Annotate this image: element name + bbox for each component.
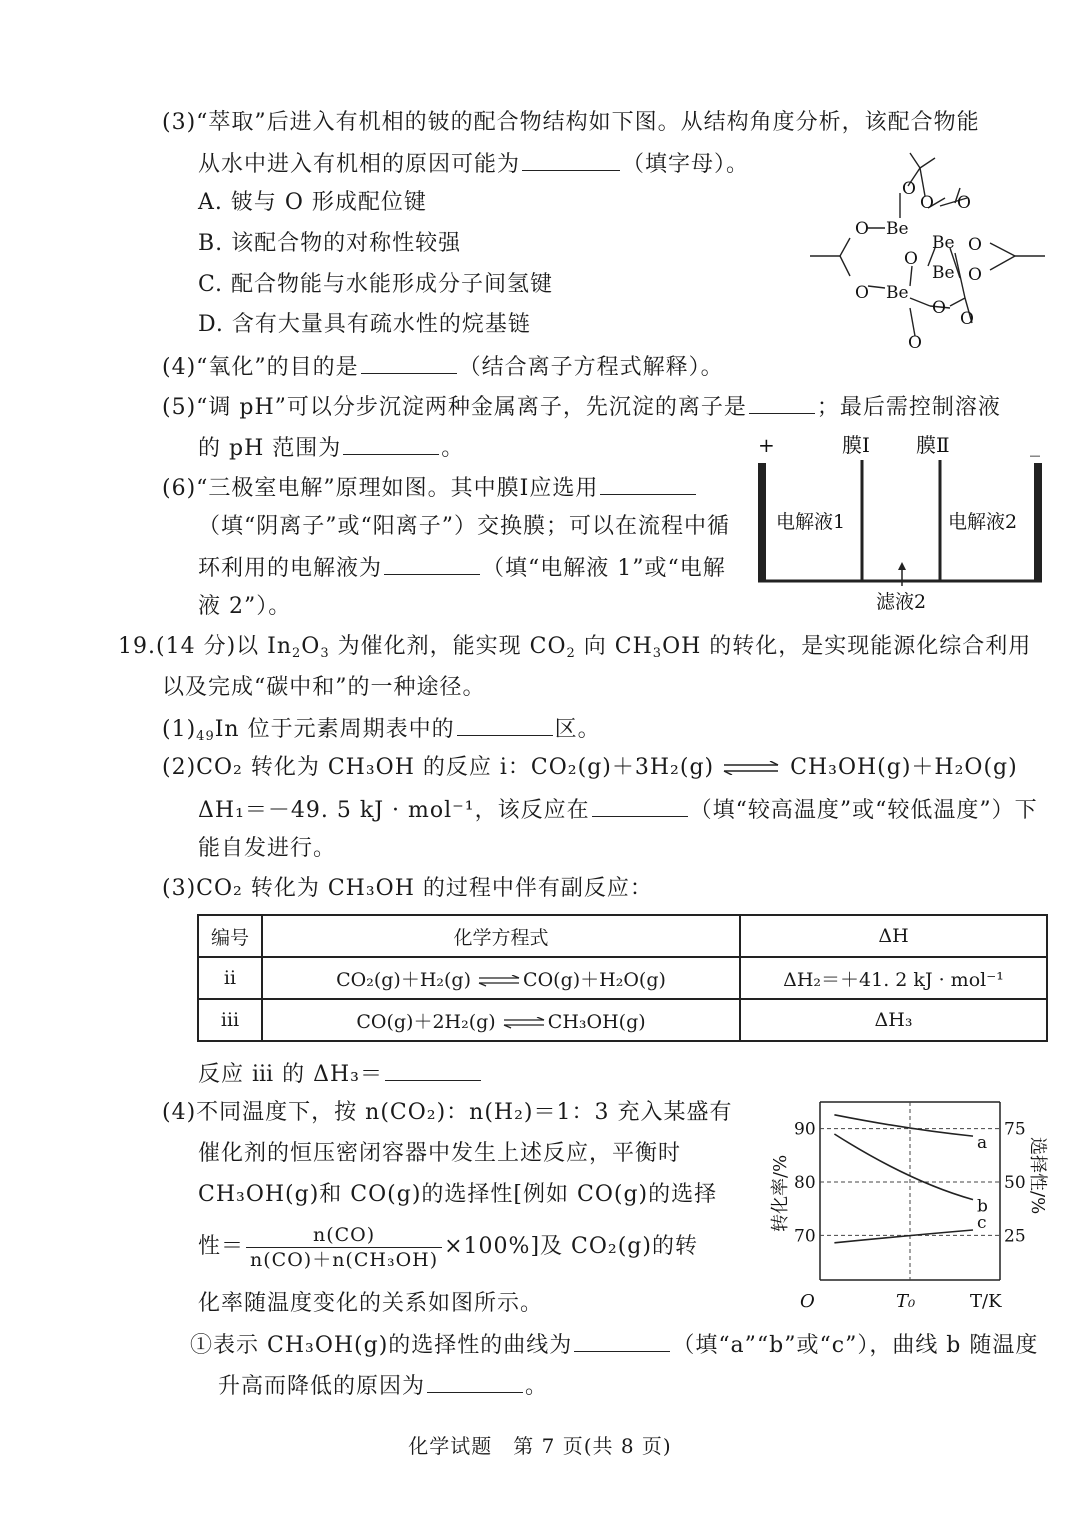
filtrate-2-label: 滤液2 [876, 591, 927, 613]
q19-part4-sub1: ①表示 CH₃OH(g)的选择性的曲线为 （填“a”“b”或“c”），曲线 b 随温度 [190, 1329, 1038, 1361]
q19-part2-line1: (2)CO₂ 转化为 CH₃OH 的反应 ⅰ：CO₂(g)＋3H₂(g) CH₃OH(g)＋H₂O(g) [162, 755, 1018, 780]
side-reaction-table [197, 914, 1048, 1042]
y-axis-label: 转化率/% [770, 1154, 791, 1232]
page-footer: 化学试题 第 7 页(共 8 页) [408, 1434, 672, 1458]
membrane-2-label: 膜Ⅱ [916, 433, 950, 457]
svg-text:Be: Be [886, 283, 909, 303]
y2-axis-label: 选择性/% [1027, 1137, 1048, 1215]
q19-line1: 19.(14 分)以 $In_2O_3$ 为催化剂，能实现 $CO_2$ 向 $CH_3OH$ 的转化，是实现能源化综合利用 [118, 634, 1032, 661]
svg-text:Be: Be [886, 219, 909, 239]
q3-line1: (3)“萃取”后进入有机相的铍的配合物结构如下图。从结构角度分析，该配合物能 [162, 110, 980, 135]
y-tick-label: 80 [794, 1173, 816, 1193]
q6-line1: (6)“三极室电解”原理如图。其中膜Ⅰ应选用 [162, 472, 698, 504]
svg-text:Be: Be [932, 233, 955, 253]
electrolysis-cell-diagram [750, 428, 1050, 618]
equilibrium-arrow-icon [722, 761, 782, 775]
answer-blank[interactable] [592, 794, 688, 817]
q3-option-d: D. 含有大量具有疏水性的烷基链 [198, 312, 531, 337]
y2-tick-label: 75 [1004, 1119, 1026, 1140]
svg-text:O: O [855, 219, 869, 239]
membrane-1-label: 膜Ⅰ [842, 433, 870, 457]
svg-text:O: O [932, 298, 946, 318]
q19-part1: $(1)_{49}In$ 位于元素周期表中的 区。 [162, 713, 601, 752]
q19-part4-line2: 催化剂的恒压密闭容器中发生上述反应，平衡时 [198, 1141, 682, 1166]
q19-part4-line3: CH₃OH(g)和 CO(g)的选择性[例如 CO(g)的选择 [198, 1182, 718, 1207]
svg-text:O: O [855, 283, 869, 303]
beryllium-complex-structure [800, 148, 1060, 358]
curve-label-c: c [977, 1213, 987, 1233]
curve-a [834, 1115, 973, 1136]
table-row: ⅲ CO(g)＋2H₂(g) CH₃OH(g) ΔH₃ [198, 999, 1047, 1041]
table-header: 编号 [198, 915, 262, 957]
q19-part3-answer: 反应 ⅲ 的 ΔH₃＝ [198, 1058, 483, 1090]
q3-option-c: C. 配合物能与水能形成分子间氢键 [198, 272, 554, 297]
q5-line1: (5)“调 pH”可以分步沉淀两种金属离子，先沉淀的离子是 ；最后需控制溶液 [162, 391, 1001, 423]
conversion-selectivity-chart [760, 1092, 1060, 1322]
curve-label-b: b [977, 1196, 988, 1217]
svg-text:O: O [968, 265, 982, 285]
curve-b [834, 1134, 973, 1200]
svg-text:O: O [957, 193, 971, 213]
y-tick-label: 70 [794, 1226, 816, 1247]
answer-blank[interactable] [457, 713, 553, 736]
q19-line2: 以及完成“碳中和”的一种途径。 [162, 675, 486, 700]
q19-part2-line3: 能自发进行。 [198, 836, 337, 861]
table-header: 化学方程式 [262, 915, 740, 957]
answer-blank[interactable] [574, 1329, 670, 1352]
origin-label: O [800, 1291, 815, 1312]
answer-blank[interactable] [361, 351, 457, 374]
q6-line3: 环利用的电解液为 （填“电解液 1”或“电解 [198, 552, 726, 584]
q3-line2: 从水中进入有机相的原因可能为 （填字母）。 [198, 148, 749, 180]
answer-blank[interactable] [427, 1370, 523, 1393]
q19-part2-line2: ΔH₁＝－49. 5 kJ · mol⁻¹，该反应在 （填“较高温度”或“较低温度”）下 [198, 794, 1038, 826]
q4-line: (4)“氧化”的目的是 （结合离子方程式解释）。 [162, 351, 724, 383]
electrolyte-2-label: 电解液2 [948, 511, 1018, 533]
cathode-minus: _ [1030, 433, 1040, 457]
answer-blank[interactable] [384, 552, 480, 575]
cathode-plate [1034, 463, 1042, 581]
svg-text:O: O [920, 193, 934, 213]
q6-line2: （填“阴离子”或“阳离子”）交换膜；可以在流程中循 [198, 514, 730, 539]
y-tick-label: 90 [794, 1119, 816, 1140]
q19-part3: (3)CO₂ 转化为 CH₃OH 的过程中伴有副反应： [162, 876, 653, 901]
y2-tick-label: 25 [1004, 1226, 1026, 1247]
y2-tick-label: 50 [1004, 1173, 1026, 1193]
svg-text:O: O [960, 309, 974, 329]
q19-part4-line5: 化率随温度变化的关系如图所示。 [198, 1291, 544, 1316]
answer-blank[interactable] [749, 391, 815, 414]
answer-blank[interactable] [522, 148, 620, 171]
curve-c [834, 1230, 973, 1243]
q3-option-a: A. 铍与 O 形成配位键 [198, 190, 427, 215]
svg-text:O: O [902, 179, 916, 199]
anode-plate [758, 463, 766, 581]
table-row: ⅱ CO₂(g)＋H₂(g) CO(g)＋H₂O(g) ΔH₂＝＋41. 2 kJ · mol⁻¹ [198, 957, 1047, 999]
q19-part4-line1: (4)不同温度下，按 n(CO₂)：n(H₂)＝1：3 充入某盛有 [162, 1100, 733, 1125]
anode-plus: + [758, 433, 775, 457]
curve-label-a: a [977, 1133, 988, 1154]
equilibrium-arrow-icon [477, 975, 523, 987]
electrolyte-1-label: 电解液1 [776, 511, 846, 533]
equilibrium-arrow-icon [502, 1017, 548, 1029]
q19-part4-sub2: 升高而降低的原因为 。 [218, 1370, 548, 1402]
selectivity-fraction: $\frac{n(CO)}{\text{n(CO)＋n(CH₃OH)}}$ [246, 1223, 442, 1272]
answer-blank[interactable] [385, 1058, 481, 1081]
svg-text:Be: Be [932, 263, 955, 283]
svg-text:O: O [904, 249, 918, 269]
q6-line4: 液 2”）。 [198, 594, 292, 619]
x-axis-label: T/K [970, 1291, 1002, 1312]
q5-line2: 的 pH 范围为 。 [198, 432, 464, 464]
answer-blank[interactable] [343, 432, 439, 455]
answer-blank[interactable] [600, 472, 696, 495]
q3-option-b: B. 该配合物的对称性较强 [198, 231, 462, 256]
svg-text:O: O [908, 333, 922, 353]
q19-part4-line4: 性＝ $\frac{n(CO)}{\text{n(CO)＋n(CH₃OH)}}$ ×100%]及 CO₂(g)的转 [198, 1223, 698, 1271]
svg-text:O: O [968, 235, 982, 255]
x-tick-label: T₀ [896, 1291, 916, 1312]
table-header: ΔH [740, 915, 1047, 957]
